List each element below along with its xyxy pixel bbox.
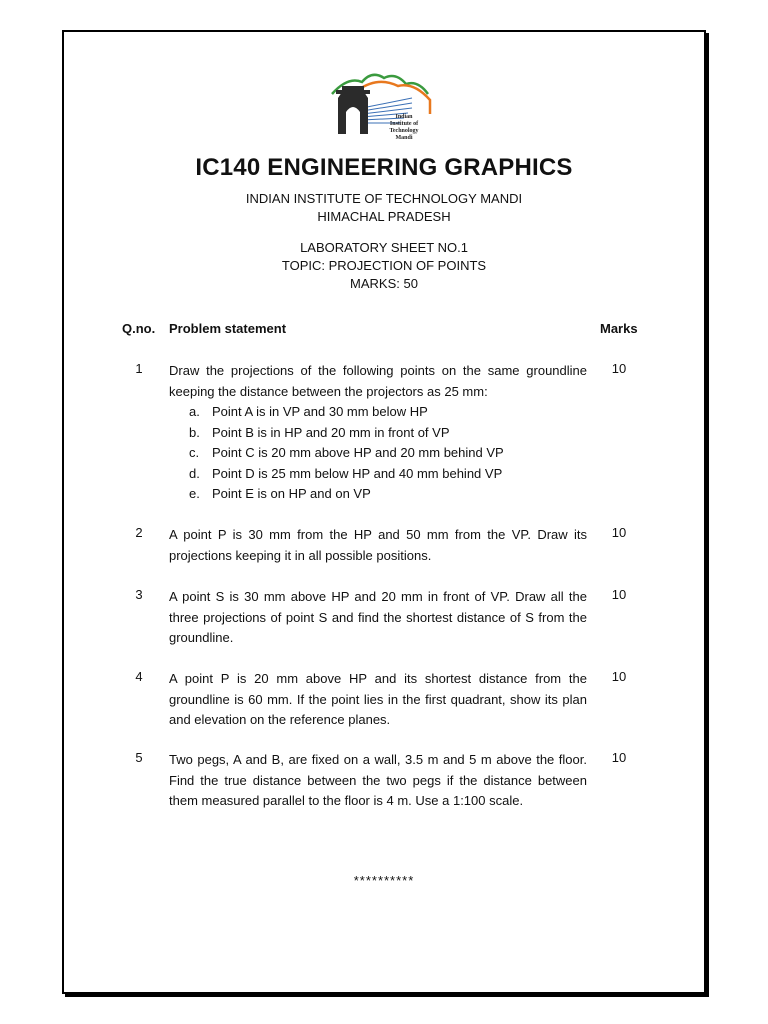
logo-gate <box>338 92 368 134</box>
sub-question-text: Point C is 20 mm above HP and 20 mm behind VP <box>212 445 504 460</box>
header-statement: Problem statement <box>169 321 287 336</box>
logo-graphic <box>328 68 434 144</box>
question-4-statement: A point P is 20 mm above HP and its shortest distance from the groundline is 60 mm. If the point lies in the first quadrant, show its plan and elevation on the reference planes. <box>169 671 587 727</box>
question-number: 3 <box>135 587 143 602</box>
sub-question-letter: c. <box>189 445 200 460</box>
sub-question-text: Point B is in HP and 20 mm in front of VP <box>212 424 450 440</box>
document-title: IC140 ENGINEERING GRAPHICS <box>195 154 573 181</box>
question-marks: 10 <box>611 587 627 602</box>
question-1-statement <box>169 361 587 505</box>
question-marks: 10 <box>611 361 627 376</box>
logo-text-4: Mandi <box>395 135 413 141</box>
question-2-statement: A point P is 30 mm from the HP and 50 mm from the VP. Draw its projections keeping it in all possible positions. <box>169 527 587 563</box>
logo-text-1: Indian <box>395 114 413 120</box>
logo-text-2: Institute of <box>389 121 419 127</box>
sub-question-list <box>169 402 587 505</box>
question-number: 5 <box>135 750 143 765</box>
header-qno: Q.no. <box>122 321 156 336</box>
logo-text-3: Technology <box>389 128 419 134</box>
question-number: 1 <box>135 361 143 376</box>
question-text: Draw the projections of the following points on the same groundline keeping the distance between the projectors as 25 mm: <box>169 363 587 399</box>
header-marks: Marks <box>600 321 638 336</box>
question-5-statement: Two pegs, A and B, are fixed on a wall, 3.5 m and 5 m above the floor. Find the true distance between the two pegs if the distance between them measured parallel to the floor is 4 m. Use a 1:100 scale. <box>169 752 587 808</box>
end-marker: ********** <box>353 873 415 888</box>
question-marks: 10 <box>611 525 627 540</box>
sub-question <box>169 464 587 485</box>
question-marks: 10 <box>611 750 627 765</box>
iit-mandi-logo <box>328 68 434 144</box>
topic: TOPIC: PROJECTION OF POINTS <box>281 258 487 273</box>
question-number: 4 <box>135 669 143 684</box>
sub-question-letter: b. <box>189 424 200 440</box>
sub-question-text: Point D is 25 mm below HP and 40 mm behind VP <box>212 465 503 481</box>
sub-question-text: Point A is in VP and 30 mm below HP <box>212 404 428 419</box>
question-3-statement: A point S is 30 mm above HP and 20 mm in front of VP. Draw all the three projections of point S and find the shortest distance of S from the groundline. <box>169 589 587 645</box>
sub-question-letter: e. <box>189 486 200 501</box>
question-number: 2 <box>135 525 143 540</box>
sub-question-text: Point E is on HP and on VP <box>212 486 371 501</box>
total-marks: MARKS: 50 <box>350 276 418 291</box>
sub-question <box>169 484 587 505</box>
state-name: HIMACHAL PRADESH <box>317 209 451 224</box>
sub-question <box>169 402 587 423</box>
sub-question-letter: a. <box>189 404 200 419</box>
sub-question <box>169 423 587 444</box>
institute-name: INDIAN INSTITUTE OF TECHNOLOGY MANDI <box>245 191 523 206</box>
sub-question-letter: d. <box>189 465 200 481</box>
sheet-number: LABORATORY SHEET NO.1 <box>300 240 468 255</box>
question-marks: 10 <box>611 669 627 684</box>
sub-question <box>169 443 587 464</box>
